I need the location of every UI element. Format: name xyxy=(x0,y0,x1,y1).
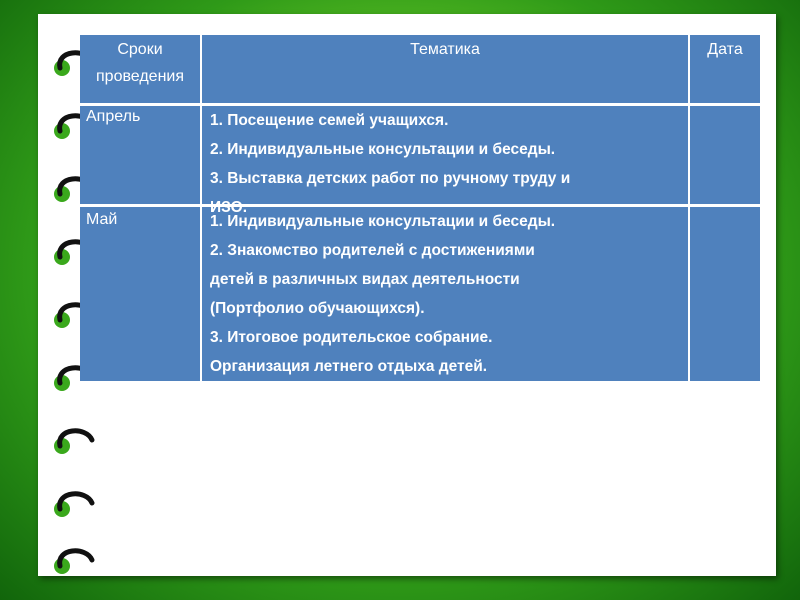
spiral-ring-icon xyxy=(50,487,106,523)
header-topic: Тематика xyxy=(410,41,480,58)
list-item: 1. Посещение семей учащихся. xyxy=(210,112,449,129)
list-item: 2. Индивидуальные консультации и беседы. xyxy=(210,141,556,158)
header-period: Сроки проведения xyxy=(96,41,184,85)
table-row-date xyxy=(690,207,760,381)
table-row-date xyxy=(690,106,760,204)
table-row-month: Апрель xyxy=(86,108,141,125)
list-item: (Портфолио обучающихся). xyxy=(210,300,425,317)
header-date: Дата xyxy=(707,41,743,58)
list-item: 2. Знакомство родителей с достижениями xyxy=(210,242,535,259)
list-item: Организация летнего отдыха детей. xyxy=(210,358,488,375)
table-row-month: Май xyxy=(86,211,118,228)
list-item: 3. Выставка детских работ по ручному труду и xyxy=(210,170,571,187)
list-item: 3. Итоговое родительское собрание. xyxy=(210,329,493,346)
list-item: 1. Индивидуальные консультации и беседы. xyxy=(210,213,556,230)
table-row-topics xyxy=(202,207,688,381)
schedule-table xyxy=(80,35,760,381)
list-item: ИЗО. xyxy=(210,199,248,216)
list-item: детей в различных видах деятельности xyxy=(210,271,520,288)
spiral-ring-icon xyxy=(50,544,106,580)
spiral-ring-icon xyxy=(50,424,106,460)
table-row-topics xyxy=(202,106,688,216)
